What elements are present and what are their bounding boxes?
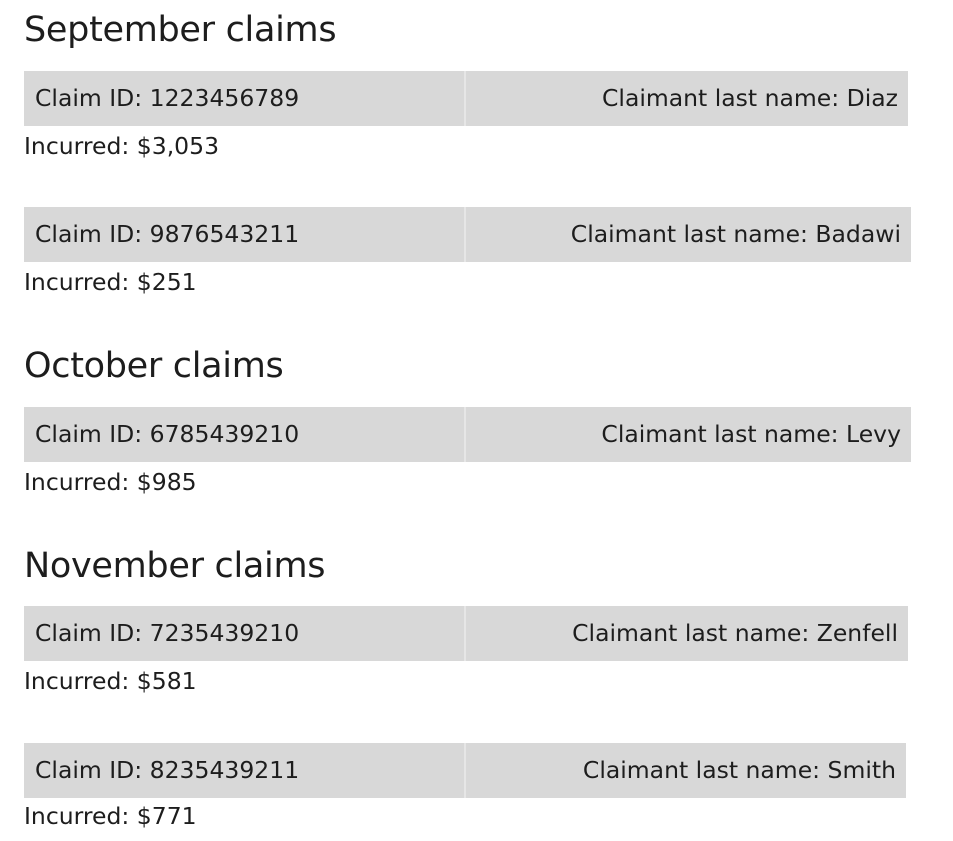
incurred-amount: Incurred: $581 [24,667,197,695]
claim-id: Claim ID: 6785439210 [35,420,300,448]
incurred-amount: Incurred: $771 [24,802,197,830]
claim-id: Claim ID: 9876543211 [35,220,300,248]
claim-id: Claim ID: 7235439210 [35,619,300,647]
claimant-last-name: Claimant last name: Diaz [602,84,898,112]
claim-header-row [24,71,908,126]
section-title-november: November claims [24,546,326,586]
claim-header-row [24,407,911,462]
claimant-last-name: Claimant last name: Zenfell [572,619,898,647]
claimant-last-name: Claimant last name: Levy [601,420,901,448]
claimant-last-name: Claimant last name: Badawi [570,220,901,248]
incurred-amount: Incurred: $3,053 [24,132,220,160]
claim-id: Claim ID: 8235439211 [35,756,300,784]
section-title-september: September claims [24,10,337,50]
claim-id: Claim ID: 1223456789 [35,84,300,112]
incurred-amount: Incurred: $985 [24,468,197,496]
claim-header-row [24,743,906,798]
claim-header-row [24,207,911,262]
claim-header-row [24,606,908,661]
claimant-last-name: Claimant last name: Smith [582,756,896,784]
section-title-october: October claims [24,346,284,386]
incurred-amount: Incurred: $251 [24,268,197,296]
